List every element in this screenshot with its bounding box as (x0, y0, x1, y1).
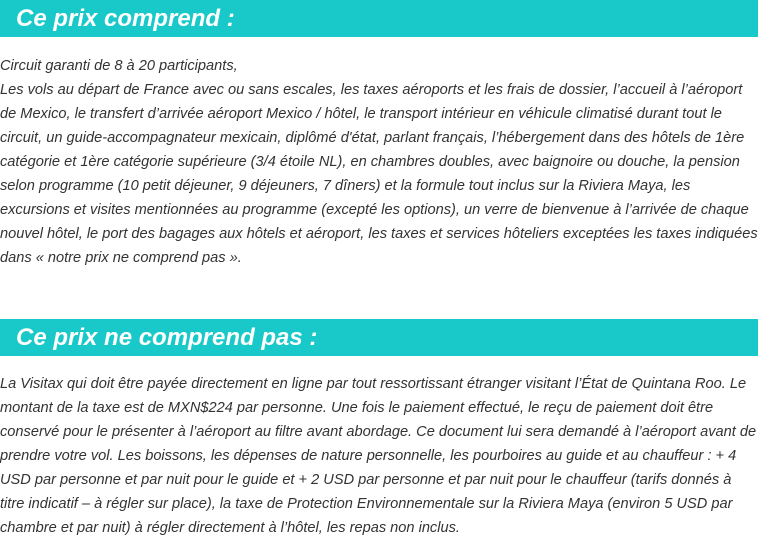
included-section-header (0, 0, 758, 37)
excluded-section-body (0, 372, 758, 540)
excluded-details-paragraph: La Visitax qui doit être payée directement en ligne par tout ressortissant étranger visitant l’État de Quintana Roo. Le montant de la taxe est de MXN$224 par personne. Une fois le paiement effectué, le reçu de paiement doit être conservé pour le présenter à l’aéroport au filtre avant abordage. Ce document lui sera demandé à l’aéroport avant de prendre votre vol. Les boissons, les dépenses de nature personnelle, les pourboires au guide et au chauffeur : + 4 USD par personne et par nuit pour le guide et + 2 USD par personne et par nuit pour le chauffeur (tarifs donnés à titre indicatif – à régler sur place), la taxe de Protection Environnementale sur la Riviera Maya (environ 5 USD par chambre et par nuit) à régler directement à l’hôtel, les repas non inclus. (0, 376, 757, 536)
excluded-section-header (0, 319, 758, 356)
included-section-title: Ce prix comprend : (16, 5, 235, 32)
participants-line: Circuit garanti de 8 à 20 participants, (0, 58, 238, 74)
excluded-section-title: Ce prix ne comprend pas : (16, 324, 318, 351)
included-section-body (0, 54, 758, 270)
included-details-paragraph: Les vols au départ de France avec ou sans escales, les taxes aéroports et les frais de dossier, l’accueil à l’aéroport de Mexico, le transfert d’arrivée aéroport Mexico / hôtel, le transport intérieur en véhicule climatisé durant tout le circuit, un guide-accompagnateur mexicain, diplômé d'état, parlant français, l’hébergement dans des hôtels de 1ère catégorie et 1ère catégorie supérieure (3/4 étoile NL), en chambres doubles, avec baignoire ou douche, la pension selon programme (10 petit déjeuner, 9 déjeuners, 7 dîners) et la formule tout inclus sur la Riviera Maya, les excursions et visites mentionnées au programme (excepté les options), un verre de bienvenue à l’arrivée de chaque nouvel hôtel, le port des bagages aux hôtels et aéroport, les taxes et services hôteliers exceptées les taxes indiquées dans « notre prix ne comprend pas ». (0, 82, 758, 266)
